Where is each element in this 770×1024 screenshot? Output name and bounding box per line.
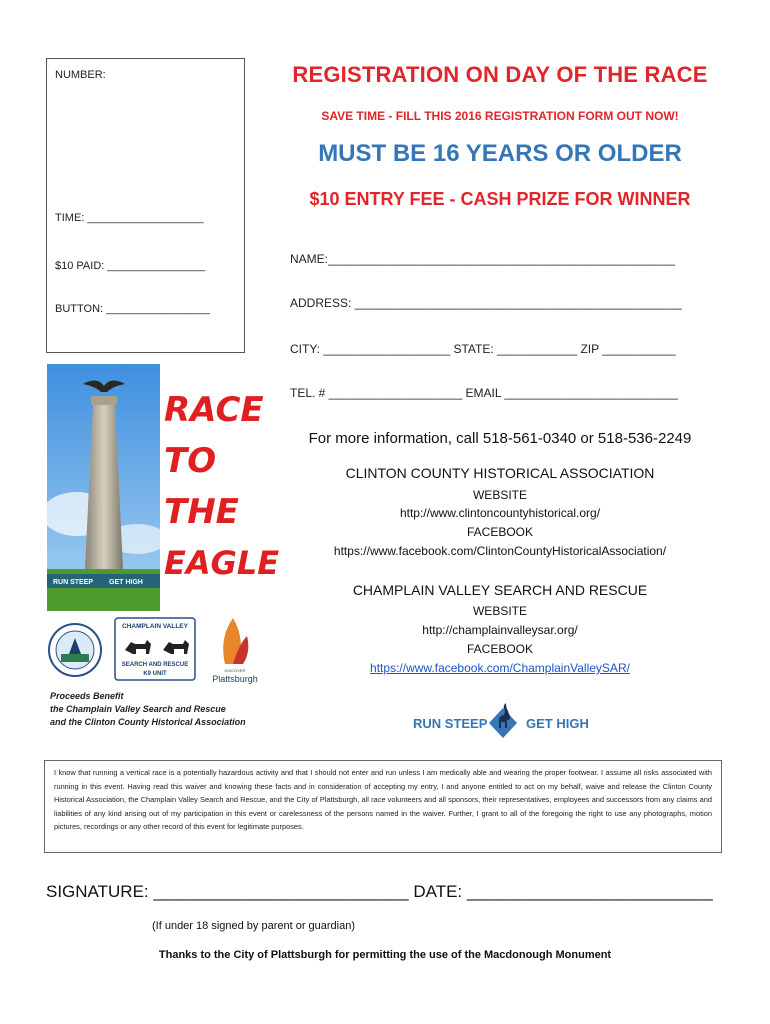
- sar-logo-mid: SEARCH AND RESCUE: [121, 662, 189, 668]
- org2-name: CHAMPLAIN VALLEY SEARCH AND RESCUE: [352, 582, 648, 598]
- slogan-right: GET HIGH: [526, 716, 589, 731]
- paid-label: $10 PAID: ________________: [55, 260, 206, 272]
- age-requirement: MUST BE 16 YEARS OR OLDER: [318, 140, 682, 167]
- poster-banner-left: RUN STEEP: [53, 579, 94, 586]
- sponsor-logos: [47, 614, 267, 686]
- org2-website-label: WEBSITE: [472, 604, 527, 618]
- poster-banner-right: GET HIGH: [109, 579, 143, 586]
- org1-website-link[interactable]: http://www.clintoncountyhistorical.org/: [399, 506, 601, 520]
- org1-facebook-link[interactable]: https://www.facebook.com/ClintonCountyHistoricalAssociation/: [333, 544, 667, 558]
- tel-email-field[interactable]: TEL. # ____________________ EMAIL __________________________: [290, 386, 678, 400]
- entry-fee: $10 ENTRY FEE - CASH PRIZE FOR WINNER: [309, 189, 691, 209]
- plattsburgh-label: Plattsburgh: [212, 674, 258, 684]
- signature-note: (If under 18 signed by parent or guardian): [152, 920, 356, 932]
- phone-info: For more information, call 518-561-0340 or 518-536-2249: [308, 430, 692, 447]
- search-and-rescue-logo: [115, 618, 195, 680]
- poster-word-4: EAGLE: [164, 544, 280, 582]
- org1-name: CLINTON COUNTY HISTORICAL ASSOCIATION: [345, 465, 655, 481]
- org2-website-link[interactable]: http://champlainvalleysar.org/: [422, 623, 578, 637]
- poster-word-2: TO: [164, 441, 217, 481]
- address-field[interactable]: ADDRESS: _________________________________________________: [290, 296, 682, 310]
- time-label: TIME: ___________________: [55, 212, 204, 224]
- poster-word-3: THE: [164, 492, 239, 532]
- sar-logo-top: CHAMPLAIN VALLEY: [122, 623, 188, 630]
- name-field[interactable]: NAME:____________________________________________________: [290, 252, 676, 266]
- proceeds-note: [50, 690, 246, 729]
- mountain-goat-icon: [488, 700, 518, 740]
- staff-use-box: [46, 58, 245, 353]
- slogan-left: RUN STEEP: [413, 716, 488, 731]
- signature-date-line[interactable]: SIGNATURE: ___________________________ DATE: __________________________: [46, 882, 713, 901]
- historical-association-seal-icon: [49, 624, 101, 676]
- poster-word-1: RACE: [164, 390, 264, 430]
- button-label: BUTTON: _________________: [55, 303, 211, 315]
- plattsburgh-small-label: DISCOVER: [224, 668, 246, 673]
- subtitle: SAVE TIME - FILL THIS 2016 REGISTRATION FORM OUT NOW!: [321, 109, 679, 123]
- number-label: NUMBER:: [55, 69, 106, 81]
- thanks-note: Thanks to the City of Plattsburgh for permitting the use of the Macdonough Monument: [158, 949, 612, 961]
- city-state-zip-field[interactable]: CITY: ___________________ STATE: ____________ ZIP ___________: [290, 342, 676, 356]
- page-title: REGISTRATION ON DAY OF THE RACE: [292, 62, 708, 87]
- plattsburgh-logo: [212, 618, 258, 684]
- org1-facebook-label: FACEBOOK: [466, 525, 534, 539]
- org1-website-label: WEBSITE: [472, 488, 527, 502]
- org2-facebook-label: FACEBOOK: [466, 642, 534, 656]
- race-to-the-eagle-poster: [47, 364, 287, 611]
- proceeds-line-2: the Champlain Valley Search and Rescue: [50, 704, 226, 714]
- org2-facebook-link[interactable]: https://www.facebook.com/ChamplainValleySAR/: [370, 661, 630, 675]
- waiver-text: I know that running a vertical race is a potentially hazardous activity and that I should not enter and run unless I am medically able and wearing the proper footwear. I assume all risks associated with running in this event. Having read this waiver and knowing these facts and in consideration of accepting my entry, I and anyone entitled to act on my behalf, waive and release the Clinton County Historical Association, the Champlain Valley Search and Rescue, and the City of Plattsburgh, all race volunteers and all sponsors, their representatives, employees and successors from any claims and liabilities of any kind arising out of my participation in this event or carelessness of the persons named in the waiver. Further, I grant to all of the foregoing the right to use any photographs, motion pictures, recordings or any other record of this event for legitimate purposes.: [44, 760, 722, 853]
- proceeds-line-3: and the Clinton County Historical Association: [50, 717, 246, 727]
- proceeds-line-1: Proceeds Benefit: [50, 691, 124, 701]
- sar-logo-bot: K9 UNIT: [143, 671, 167, 677]
